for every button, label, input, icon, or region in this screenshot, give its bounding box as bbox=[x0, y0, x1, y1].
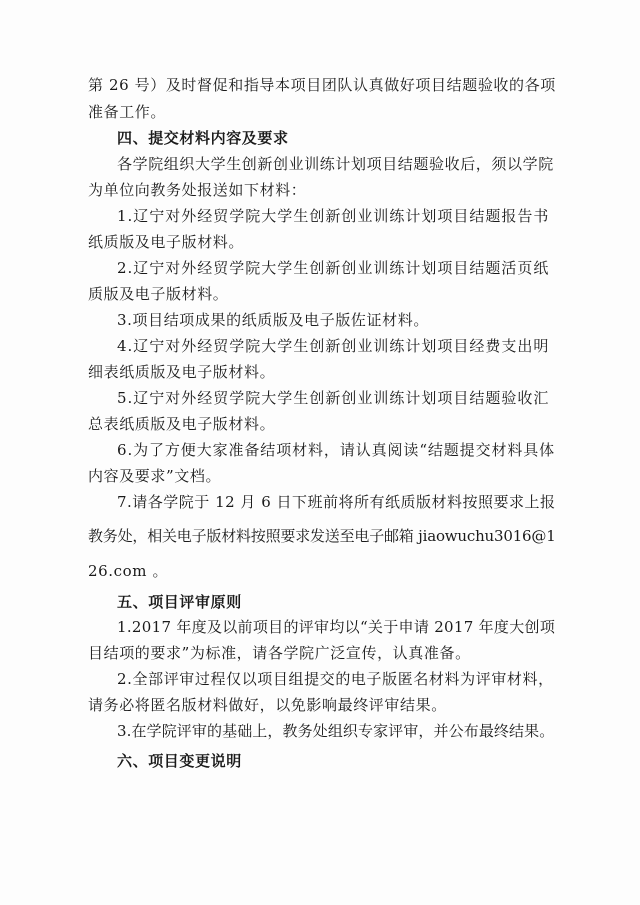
principle-2-cont: 请务必将匿名版材料做好，以免影响最终评审结果。 bbox=[88, 696, 447, 714]
principle-1: 1.2017 年度及以前项目的评审均以“关于申请 2017 年度大创项 bbox=[117, 618, 556, 636]
list-item-6: 6.为了方便大家准备结项材料，请认真阅读“结题提交材料具体 bbox=[117, 441, 556, 459]
list-item-4: 4.辽宁对外经贸学院大学生创新创业训练计划项目经费支出明 bbox=[117, 337, 550, 355]
paragraph-line: 准备工作。 bbox=[88, 103, 167, 121]
list-item-6-cont: 内容及要求”文档。 bbox=[88, 467, 222, 485]
paragraph-line: 各学院组织大学生创新创业训练计划项目结题验收后，须以学院 bbox=[117, 155, 554, 173]
list-item-7-cont-2: 26.com 。 bbox=[88, 562, 169, 580]
principle-3: 3.在学院评审的基础上，教务处组织专家评审，并公布最终结果。 bbox=[117, 722, 555, 740]
list-item-7: 7.请各学院于 12 月 6 日下班前将所有纸质版材料按照要求上报 bbox=[117, 493, 556, 511]
section-heading-4: 四、提交材料内容及要求 bbox=[117, 129, 289, 147]
list-item-7-cont: 教务处，相关电子版材料按照要求发送至电子邮箱 jiaowuchu3016@1 bbox=[88, 527, 556, 545]
list-item-2: 2.辽宁对外经贸学院大学生创新创业训练计划项目结题活页纸 bbox=[117, 259, 550, 277]
list-item-3: 3.项目结项成果的纸质版及电子版佐证材料。 bbox=[117, 311, 429, 329]
principle-1-cont: 目结项的要求”为标准，请各学院广泛宣传，认真准备。 bbox=[88, 644, 471, 662]
section-heading-5: 五、项目评审原则 bbox=[117, 593, 242, 611]
paragraph-line: 第 26 号）及时督促和指导本项目团队认真做好项目结题验收的各项 bbox=[88, 76, 556, 94]
section-heading-6: 六、项目变更说明 bbox=[117, 752, 242, 770]
principle-2: 2.全部评审过程仅以项目组提交的电子版匿名材料为评审材料， bbox=[117, 670, 554, 688]
list-item-2-cont: 质版及电子版材料。 bbox=[88, 285, 229, 303]
paragraph-line: 为单位向教务处报送如下材料： bbox=[88, 181, 307, 199]
list-item-5: 5.辽宁对外经贸学院大学生创新创业训练计划项目结题验收汇 bbox=[117, 389, 550, 407]
list-item-1: 1.辽宁对外经贸学院大学生创新创业训练计划项目结题报告书 bbox=[117, 207, 550, 225]
list-item-4-cont: 细表纸质版及电子版材料。 bbox=[88, 363, 276, 381]
list-item-5-cont: 总表纸质版及电子版材料。 bbox=[88, 415, 276, 433]
list-item-1-cont: 纸质版及电子版材料。 bbox=[88, 233, 245, 251]
